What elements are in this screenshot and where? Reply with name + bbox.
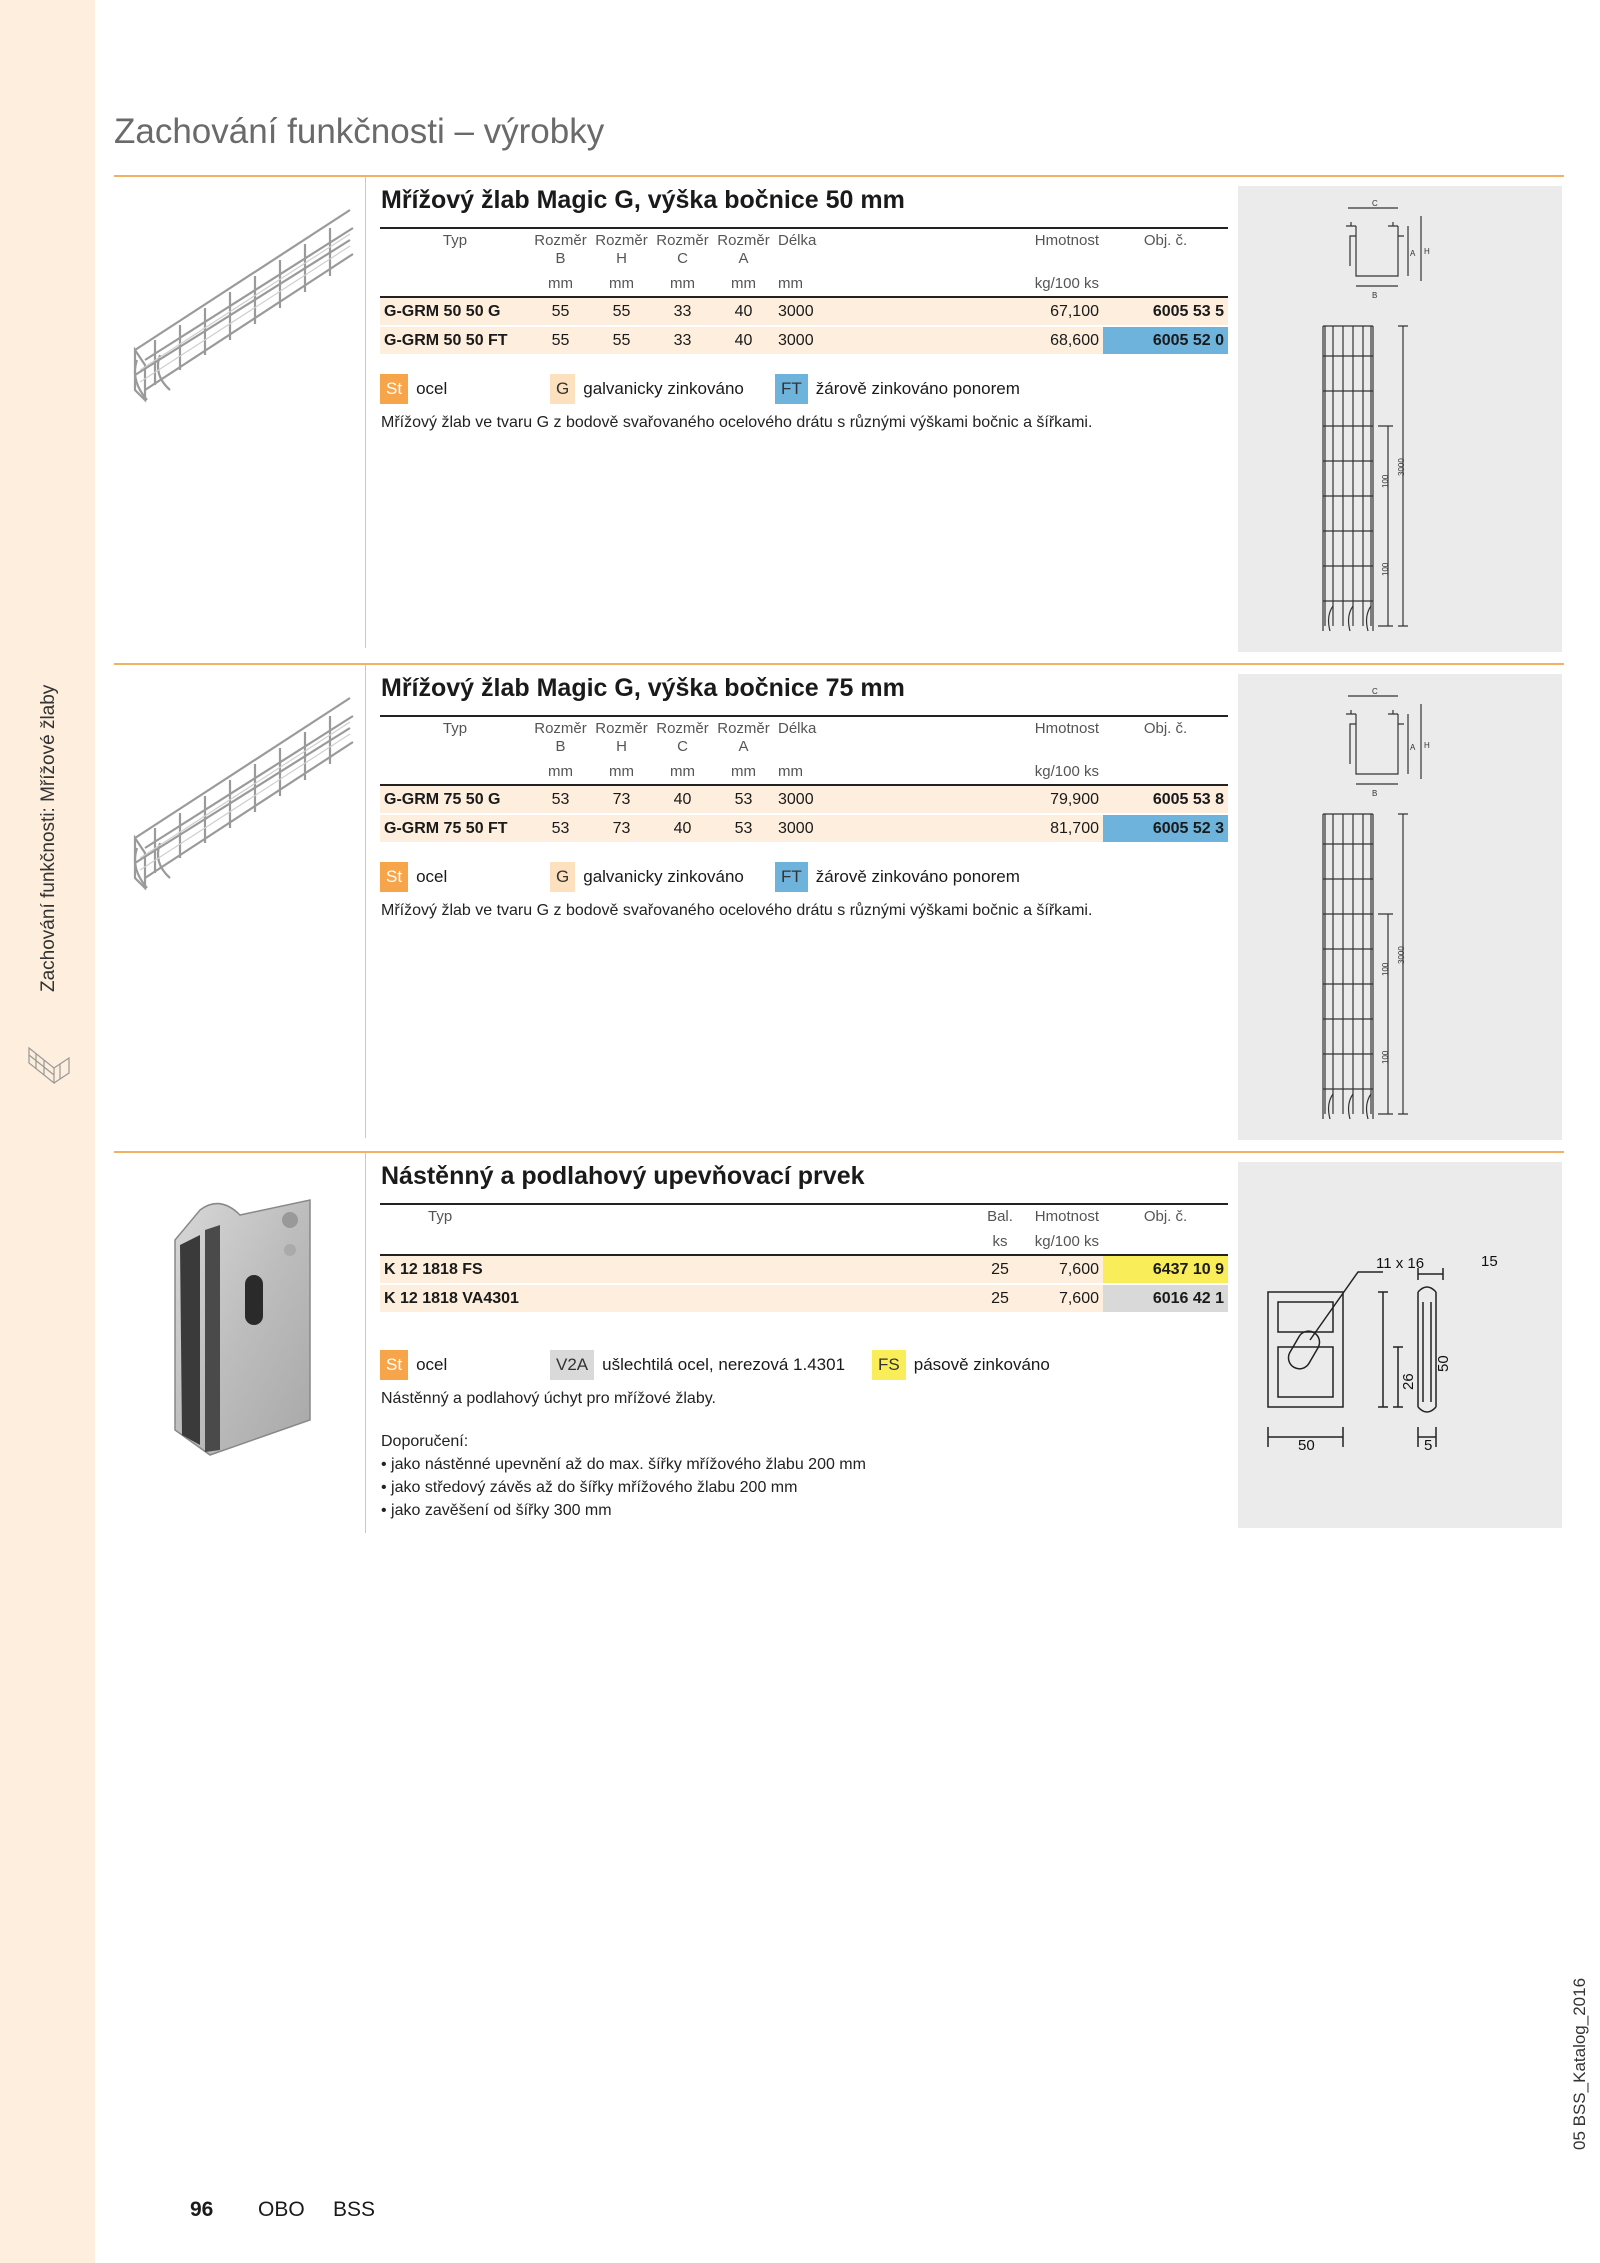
- type-cell: G-GRM 75 50 G: [380, 785, 530, 814]
- col-weight: Hmotnost: [1020, 1204, 1103, 1229]
- dim-slot: 11 x 16: [1376, 1255, 1425, 1272]
- series-label: BSS: [333, 2198, 376, 2221]
- section-divider: [114, 175, 1564, 177]
- col-b: Rozměr B: [530, 228, 591, 271]
- section-title: Nástěnný a podlahový upevňovací prvek: [381, 1162, 865, 1190]
- product-table: [380, 715, 1228, 844]
- type-cell: G-GRM 75 50 FT: [380, 814, 530, 843]
- pack-cell: 25: [980, 1255, 1020, 1284]
- legend-badge: V2A: [550, 1350, 594, 1380]
- side-section-label: Zachování funkčnosti: Mřížové žlaby: [38, 684, 59, 992]
- table-row: [380, 814, 1228, 843]
- weight-cell: 7,600: [1020, 1255, 1103, 1284]
- c-cell: 33: [652, 297, 713, 326]
- legend-text: galvanicky zinkováno: [583, 867, 744, 886]
- section-divider: [114, 663, 1564, 665]
- dim-top: 15: [1481, 1253, 1498, 1270]
- page-number: 96: [190, 2198, 214, 2221]
- length-cell: 3000: [774, 297, 904, 326]
- col-a: Rozměr A: [713, 228, 774, 271]
- type-cell: G-GRM 50 50 G: [380, 297, 530, 326]
- col-order: Obj. č.: [1103, 1204, 1228, 1229]
- material-legend: [380, 1350, 1050, 1380]
- legend-badge: FT: [775, 862, 808, 892]
- recommendation-list: [381, 1453, 866, 1522]
- column-divider: [365, 1153, 366, 1533]
- col-weight: Hmotnost: [904, 228, 1103, 271]
- dim-c: C: [1372, 687, 1378, 696]
- unit-weight: kg/100 ks: [904, 759, 1103, 785]
- unit-a: mm: [713, 759, 774, 785]
- dim-height: 50: [1435, 1355, 1452, 1372]
- type-cell: G-GRM 50 50 FT: [380, 326, 530, 355]
- dim-gap: 5: [1424, 1437, 1433, 1454]
- col-type: Typ: [380, 716, 530, 759]
- order-number: 6005 52 0: [1103, 326, 1228, 355]
- dim-h: H: [1424, 247, 1430, 256]
- product-table: [380, 227, 1228, 356]
- length-cell: 3000: [774, 326, 904, 355]
- col-h: Rozměr H: [591, 716, 652, 759]
- list-item: • jako středový závěs až do šířky mřížového žlabu 200 mm: [381, 1479, 798, 1496]
- cable-tray-photo: [125, 190, 355, 420]
- b-cell: 53: [530, 785, 591, 814]
- unit-pack: ks: [980, 1229, 1020, 1255]
- a-cell: 53: [713, 814, 774, 843]
- h-cell: 73: [591, 785, 652, 814]
- cable-tray-photo: [125, 678, 355, 908]
- dim-c: C: [1372, 199, 1378, 208]
- recommendation-title: Doporučení:: [381, 1433, 469, 1450]
- order-number: 6437 10 9: [1103, 1255, 1228, 1284]
- table-row: [380, 1284, 1228, 1313]
- product-table: [380, 1203, 1228, 1314]
- a-cell: 40: [713, 326, 774, 355]
- dim-100: 100: [1381, 562, 1390, 576]
- col-c: Rozměr C: [652, 716, 713, 759]
- dim-h: H: [1424, 741, 1430, 750]
- legend-badge: St: [380, 862, 408, 892]
- type-cell: K 12 1818 VA4301: [380, 1284, 980, 1313]
- table-row: [380, 326, 1228, 355]
- column-divider: [365, 665, 366, 1138]
- unit-h: mm: [591, 759, 652, 785]
- c-cell: 33: [652, 326, 713, 355]
- bracket-photo: [160, 1190, 320, 1460]
- material-legend: [380, 862, 1020, 892]
- unit-c: mm: [652, 759, 713, 785]
- col-order: Obj. č.: [1103, 228, 1228, 271]
- product-description: Mřížový žlab ve tvaru G z bodově svařovaného ocelového drátu s různými výškami bočnic a šířkami.: [381, 414, 1093, 431]
- table-row: [380, 785, 1228, 814]
- unit-length: mm: [774, 271, 904, 297]
- technical-drawing: [1238, 1162, 1562, 1528]
- dim-inner: 26: [1400, 1373, 1417, 1390]
- material-legend: [380, 374, 1020, 404]
- c-cell: 40: [652, 785, 713, 814]
- unit-a: mm: [713, 271, 774, 297]
- technical-drawing: [1238, 674, 1562, 1140]
- col-length: Délka: [774, 716, 904, 759]
- unit-weight: kg/100 ks: [904, 271, 1103, 297]
- list-item: • jako zavěšení od šířky 300 mm: [381, 1502, 612, 1519]
- dim-100: 100: [1381, 474, 1390, 488]
- dim-a: A: [1410, 743, 1416, 752]
- dim-100: 100: [1381, 1050, 1390, 1064]
- col-type: Typ: [380, 1204, 980, 1229]
- legend-badge: G: [550, 374, 575, 404]
- h-cell: 55: [591, 297, 652, 326]
- legend-text: žárově zinkováno ponorem: [815, 867, 1020, 886]
- column-divider: [365, 177, 366, 648]
- b-cell: 55: [530, 297, 591, 326]
- table-row: [380, 1255, 1228, 1284]
- legend-badge: G: [550, 862, 575, 892]
- col-a: Rozměr A: [713, 716, 774, 759]
- b-cell: 55: [530, 326, 591, 355]
- pack-cell: 25: [980, 1284, 1020, 1313]
- legend-text: ocel: [416, 379, 448, 398]
- legend-badge: St: [380, 374, 408, 404]
- dim-3000: 3000: [1397, 946, 1406, 964]
- legend-text: ocel: [416, 867, 448, 886]
- weight-cell: 81,700: [904, 814, 1103, 843]
- c-cell: 40: [652, 814, 713, 843]
- product-description: Nástěnný a podlahový úchyt pro mřížové žlaby.: [381, 1390, 716, 1407]
- weight-cell: 7,600: [1020, 1284, 1103, 1313]
- unit-c: mm: [652, 271, 713, 297]
- legend-text: ušlechtilá ocel, nerezová 1.4301: [602, 1355, 846, 1374]
- brand-label: OBO: [258, 2198, 305, 2221]
- col-type: Typ: [380, 228, 530, 271]
- type-cell: K 12 1818 FS: [380, 1255, 980, 1284]
- legend-badge: St: [380, 1350, 408, 1380]
- dim-a: A: [1410, 249, 1416, 258]
- h-cell: 55: [591, 326, 652, 355]
- length-cell: 3000: [774, 814, 904, 843]
- section-title: Mřížový žlab Magic G, výška bočnice 75 mm: [381, 674, 905, 702]
- side-margin: [0, 0, 95, 2263]
- dim-100: 100: [1381, 962, 1390, 976]
- unit-b: mm: [530, 759, 591, 785]
- a-cell: 40: [713, 297, 774, 326]
- b-cell: 53: [530, 814, 591, 843]
- col-b: Rozměr B: [530, 716, 591, 759]
- order-number: 6005 53 8: [1103, 785, 1228, 814]
- list-item: • jako nástěnné upevnění až do max. šířky mřížového žlabu 200 mm: [381, 1456, 866, 1473]
- order-number: 6005 53 5: [1103, 297, 1228, 326]
- unit-length: mm: [774, 759, 904, 785]
- weight-cell: 79,900: [904, 785, 1103, 814]
- legend-text: ocel: [416, 1355, 448, 1374]
- cable-tray-icon: [24, 1038, 74, 1088]
- recommendation-text: jako zavěšení od šířky 300 mm: [391, 1502, 612, 1519]
- dim-b: B: [1372, 291, 1378, 300]
- catalog-label: 05 BSS_Katalog_2016: [1570, 1977, 1589, 2150]
- dim-3000: 3000: [1397, 458, 1406, 476]
- col-c: Rozměr C: [652, 228, 713, 271]
- legend-text: galvanicky zinkováno: [583, 379, 744, 398]
- col-h: Rozměr H: [591, 228, 652, 271]
- unit-weight: kg/100 ks: [1020, 1229, 1103, 1255]
- weight-cell: 68,600: [904, 326, 1103, 355]
- legend-text: žárově zinkováno ponorem: [815, 379, 1020, 398]
- col-weight: Hmotnost: [904, 716, 1103, 759]
- legend-badge: FS: [872, 1350, 906, 1380]
- section-divider: [114, 1151, 1564, 1153]
- legend-text: pásově zinkováno: [913, 1355, 1050, 1374]
- dim-b: B: [1372, 789, 1378, 798]
- recommendation-text: jako nástěnné upevnění až do max. šířky mřížového žlabu 200 mm: [391, 1456, 866, 1473]
- product-description: Mřížový žlab ve tvaru G z bodově svařovaného ocelového drátu s různými výškami bočnic a šířkami.: [381, 902, 1093, 919]
- technical-drawing: [1238, 186, 1562, 652]
- col-pack: Bal.: [980, 1204, 1020, 1229]
- order-number: 6005 52 3: [1103, 814, 1228, 843]
- page-title: Zachování funkčnosti – výrobky: [114, 112, 605, 151]
- dim-width: 50: [1298, 1437, 1315, 1454]
- weight-cell: 67,100: [904, 297, 1103, 326]
- table-row: [380, 297, 1228, 326]
- recommendation-text: jako středový závěs až do šířky mřížového žlabu 200 mm: [391, 1479, 798, 1496]
- a-cell: 53: [713, 785, 774, 814]
- col-order: Obj. č.: [1103, 716, 1228, 759]
- order-number: 6016 42 1: [1103, 1284, 1228, 1313]
- length-cell: 3000: [774, 785, 904, 814]
- legend-badge: FT: [775, 374, 808, 404]
- section-title: Mřížový žlab Magic G, výška bočnice 50 mm: [381, 186, 905, 214]
- col-length: Délka: [774, 228, 904, 271]
- unit-h: mm: [591, 271, 652, 297]
- h-cell: 73: [591, 814, 652, 843]
- unit-b: mm: [530, 271, 591, 297]
